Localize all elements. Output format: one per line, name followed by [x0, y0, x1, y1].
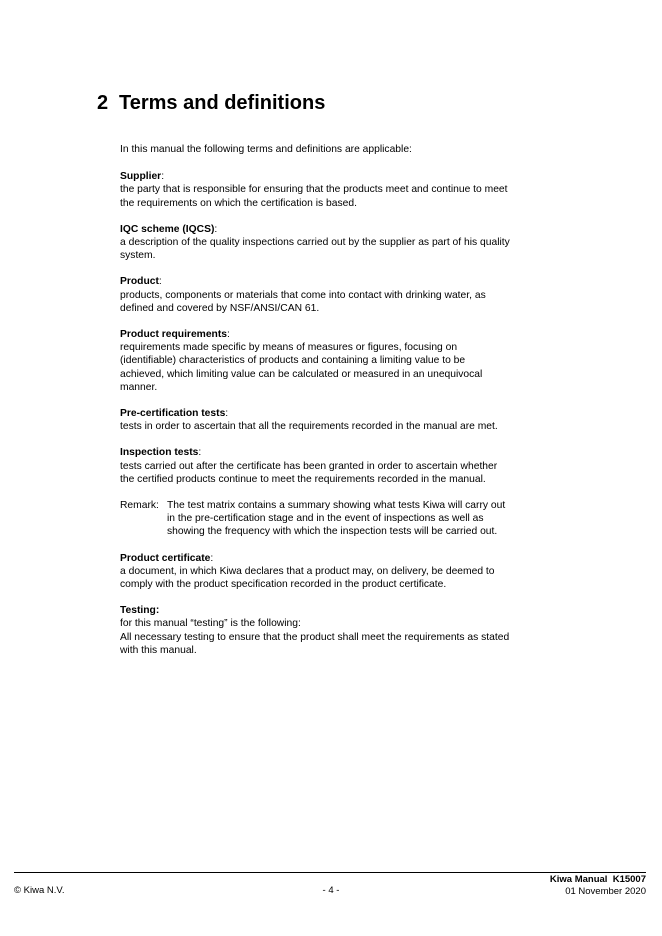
term-product-requirements: Product requirements: requirements made specific by means of measures or figures, focusing on (identifiable) characteristics of products and containing a limiting value to be achieved, which limiting value can be calculated or measured in an unequivocal manner. — [120, 328, 560, 394]
section-title: Terms and definitions — [119, 92, 326, 114]
term-line: manner. — [120, 381, 158, 393]
footer-document-info — [550, 874, 646, 897]
term-line: system. — [120, 250, 156, 262]
term-line: (identifiable) characteristics of products and containing a limiting value to be — [120, 355, 466, 367]
term-title: Supplier — [120, 171, 162, 183]
term-line: for this manual “testing” is the following: — [120, 618, 301, 630]
footer-page-number: - 4 - — [322, 885, 340, 896]
remark-line: showing the frequency with which the inspection tests will be carried out. — [167, 526, 498, 538]
term-line: All necessary testing to ensure that the product shall meet the requirements as stated — [120, 631, 510, 643]
term-line: products, components or materials that come into contact with drinking water, as — [120, 289, 486, 301]
term-product-certificate: Product certificate: a document, in which Kiwa declares that a product may, on delivery, be deemed to comply with the product specification recorded in the product certificate. — [120, 552, 560, 592]
term-title: Product certificate — [120, 552, 211, 564]
section-number: 2 — [97, 92, 109, 114]
term-line: a description of the quality inspections carried out by the supplier as part of his quality — [120, 237, 510, 249]
term-line: a document, in which Kiwa declares that a product may, on delivery, be deemed to — [120, 565, 495, 577]
term-iqc-scheme: IQC scheme (IQCS): a description of the quality inspections carried out by the supplier as part of his quality system. — [120, 223, 560, 263]
remark-text — [167, 499, 560, 539]
footer-copyright: © Kiwa N.V. — [14, 885, 65, 896]
term-line: tests carried out after the certificate has been granted in order to ascertain whether — [120, 460, 498, 472]
term-line: comply with the product specification recorded in the product certificate. — [120, 579, 447, 591]
footer-manual-id: Kiwa Manual K15007 — [549, 874, 646, 885]
term-title: Product requirements — [120, 329, 227, 341]
term-line: with this manual. — [120, 644, 197, 656]
term-product: Product: products, components or materials that come into contact with drinking water, as defined and covered by NSF/ANSI/CAN 61. — [120, 275, 560, 315]
term-supplier: Supplier: the party that is responsible for ensuring that the products meet and continue to meet the requirements on which the certification is based. — [120, 170, 560, 210]
footer-date: 01 November 2020 — [565, 885, 646, 897]
definitions-body — [120, 143, 560, 670]
term-line: achieved, which limiting value can be calculated or measured in an unequivocal — [120, 368, 483, 380]
footer-divider — [14, 872, 646, 873]
remark-line: The test matrix contains a summary showing what tests Kiwa will carry out — [167, 500, 506, 512]
remark-line: in the pre-certification stage and in the event of inspections as well as — [167, 513, 484, 525]
term-line: the requirements on which the certification is based. — [120, 197, 357, 209]
term-title: IQC scheme (IQCS) — [120, 223, 215, 235]
section-heading — [97, 89, 325, 117]
term-line: requirements made specific by means of measures or figures, focusing on — [120, 342, 458, 354]
term-title: Inspection tests — [120, 447, 199, 459]
term-title: Testing: — [120, 605, 160, 617]
term-line: tests in order to ascertain that all the requirements recorded in the manual are met. — [120, 421, 498, 433]
term-pre-certification-tests: Pre-certification tests: tests in order to ascertain that all the requirements recorded in the manual are met. — [120, 407, 560, 433]
term-line: the party that is responsible for ensuring that the products meet and continue to meet — [120, 184, 508, 196]
term-testing — [120, 604, 560, 657]
remark-label: Remark: — [120, 500, 159, 512]
term-title: Product — [120, 276, 159, 288]
term-inspection-tests: Inspection tests: tests carried out after the certificate has been granted in order to ascertain whether the certified products continue to meet the requirements recorded in the manual. — [120, 446, 560, 486]
term-title: Pre-certification tests — [120, 408, 226, 420]
term-line: defined and covered by NSF/ANSI/CAN 61. — [120, 302, 320, 314]
intro-text: In this manual the following terms and definitions are applicable: — [120, 144, 412, 155]
remark-block — [120, 499, 560, 539]
term-line: the certified products continue to meet the requirements recorded in the manual. — [120, 473, 486, 485]
